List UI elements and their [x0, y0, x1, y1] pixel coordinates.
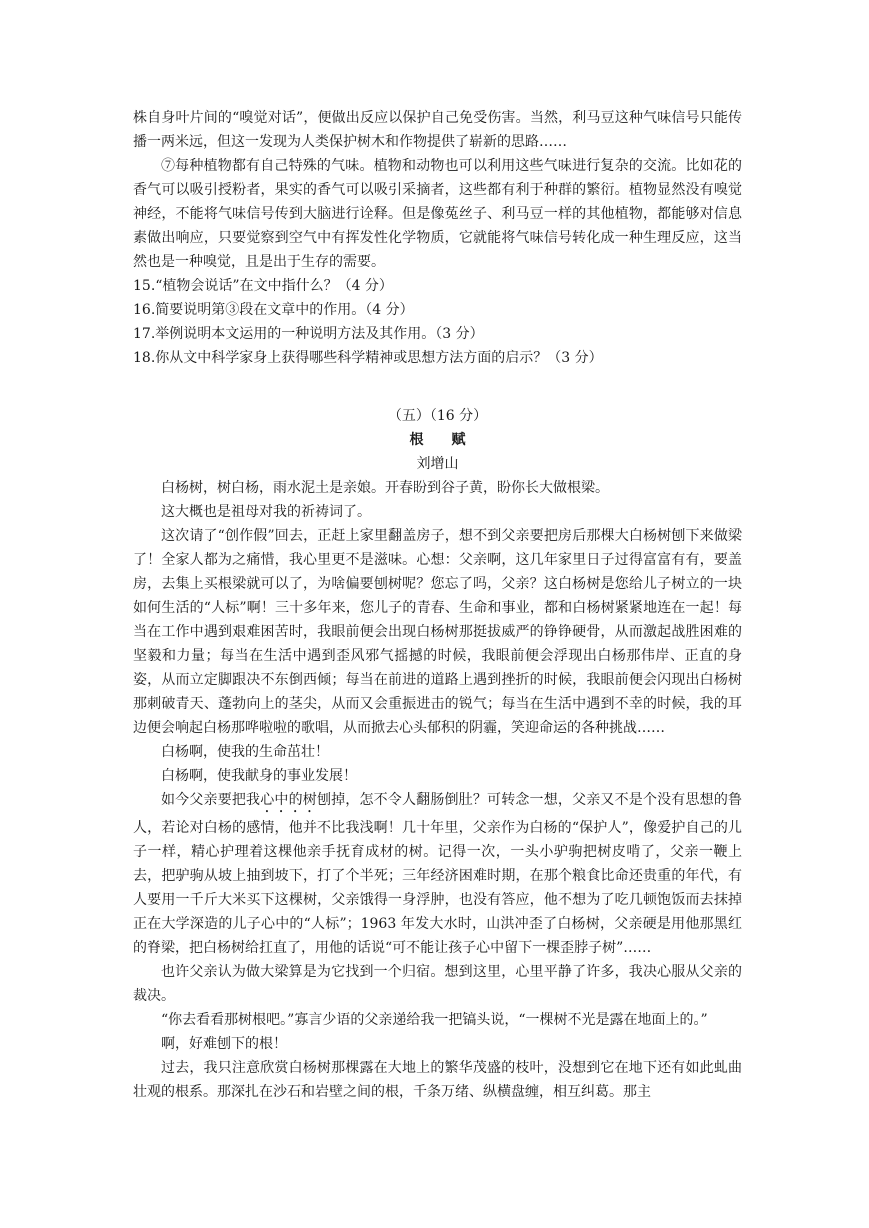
essay-paragraph-2: 这大概也是祖母对我的祈祷词了。 [161, 504, 371, 520]
essay-paragraph-7: 也许父亲认为做大梁算是为它找到一个归宿。想到这里，心里平静了许多，我决心服从父亲的裁决。 [133, 964, 742, 1004]
section-gap [133, 370, 742, 404]
paragraph-7: ⑦每种植物都有自己特殊的气味。植物和动物也可以利用这些气味进行复杂的交流。比如花的香气可以吸引授粉者，果实的香气可以吸引采摘者，这些都有利于种群的繁衍。植物显然没有嗅觉神经，不能将气味信号传到大脑进行诠释。但是像菟丝子、利马豆一样的其他植物，都能够对信息素做出响应，只要觉察到空气中有挥发性化学物质，它就能将气味信号转化成一种生理反应，这当然也是一种嗅觉，且是出于生存的需要。 [133, 158, 742, 270]
essay-paragraph-1: 白杨树，树白杨，雨水泥土是亲娘。开春盼到谷子黄，盼你长大做根梁。 [161, 480, 609, 496]
essay-paragraph-6-start: 如今父亲要把我 [161, 792, 261, 808]
essay-paragraph-6-rest: 刨掉，怎不令人翻肠倒肚？可转念一想，父亲又不是个没有思想的鲁人，若论对白杨的感情，他并不比我浅啊！几十年里，父亲作为白杨的“保护人”，像爱护自己的儿子一样，精心护理着这棵他亲手抚育成材的树。记得一次，一头小驴驹把树皮啃了，父亲一鞭上去，把驴驹从坡上抽到坡下，打了个半死；三年经济困难时期，在那个粮食比命还贵重的年代，有人要用一千斤大米买下这棵树，父亲饿得一身浮肿，也没有答应，他不想为了吃几顿饱饭而去抹掉正在大学深造的儿子心中的“人标”；1963 年发大水时，山洪冲歪了白杨树，父亲硬是用他那黑红的脊梁，把白杨树给扛直了，用他的话说“可不能让孩子心中留下一棵歪脖子树”…… [133, 792, 743, 956]
emphasized-phrase: 心中的树 [260, 792, 317, 808]
essay-paragraph-9: 啊，好难刨下的根！ [161, 1036, 287, 1052]
question-18: 18.你从文中科学家身上获得哪些科学精神或思想方法方面的启示？（3 分） [133, 350, 603, 366]
question-17: 17.举例说明本文运用的一种说明方法及其作用。（3 分） [133, 326, 484, 342]
previous-paragraph-tail: 株自身叶片间的“嗅觉对话”，便做出反应以保护自己免受伤害。当然，利马豆这种气味信号只能传播一两米远，但这一发现为人类保护树木和作物提供了崭新的思路…… [133, 110, 742, 150]
essay-paragraph-8: “你去看看那树根吧。”寡言少语的父亲递给我一把镐头说，“一棵树不光是露在地面上的。” [161, 1012, 708, 1028]
essay-paragraph-4: 白杨啊，使我的生命茁壮！ [161, 744, 329, 760]
essay-paragraph-10: 过去，我只注意欣赏白杨树那棵露在大地上的繁华茂盛的枝叶，没想到它在地下还有如此虬曲壮观的根系。那深扎在沙石和岩壁之间的根，千条万绪、纵横盘缠，相互纠葛。那主 [133, 1060, 742, 1100]
essay-paragraph-5: 白杨啊，使我献身的事业发展！ [161, 768, 357, 784]
question-15: 15.“植物会说话”在文中指什么？（4 分） [133, 278, 393, 294]
essay-paragraph-6 [133, 788, 742, 960]
essay-paragraph-3: 这次请了“创作假”回去，正赶上家里翻盖房子，想不到父亲要把房后那棵大白杨树刨下来做梁了！全家人都为之痛惜，我心里更不是滋味。心想：父亲啊，这几年家里日子过得富富有有，要盖房，去集上买根梁就可以了，为啥偏要刨树呢？您忘了吗，父亲？这白杨树是您给儿子树立的一块如何生活的“人标”啊！三十多年来，您儿子的青春、生命和事业，都和白杨树紧紧地连在一起！每当在工作中遇到艰难困苦时，我眼前便会出现白杨树那挺拔威严的铮铮硬骨，从而激起战胜困难的坚毅和力量；每当在生活中遇到歪风邪气摇撼的时候，我眼前便会浮现出白杨那伟岸、正直的身姿，从而立定脚跟决不东倒西倾；每当在前进的道路上遇到挫折的时候，我眼前便会闪现出白杨树那刺破青天、蓬勃向上的茎尖，从而又会重振进击的锐气；每当在生活中遇到不幸的时候，我的耳边便会响起白杨那哗啦啦的歌唱，从而掀去心头郁积的阴霾，笑迎命运的各种挑战…… [133, 528, 742, 736]
question-16: 16.简要说明第③段在文章中的作用。（4 分） [133, 302, 414, 318]
section-heading: （五）（16 分） [387, 408, 488, 424]
essay-title: 根赋 [409, 432, 494, 448]
essay-author: 刘增山 [416, 456, 459, 472]
